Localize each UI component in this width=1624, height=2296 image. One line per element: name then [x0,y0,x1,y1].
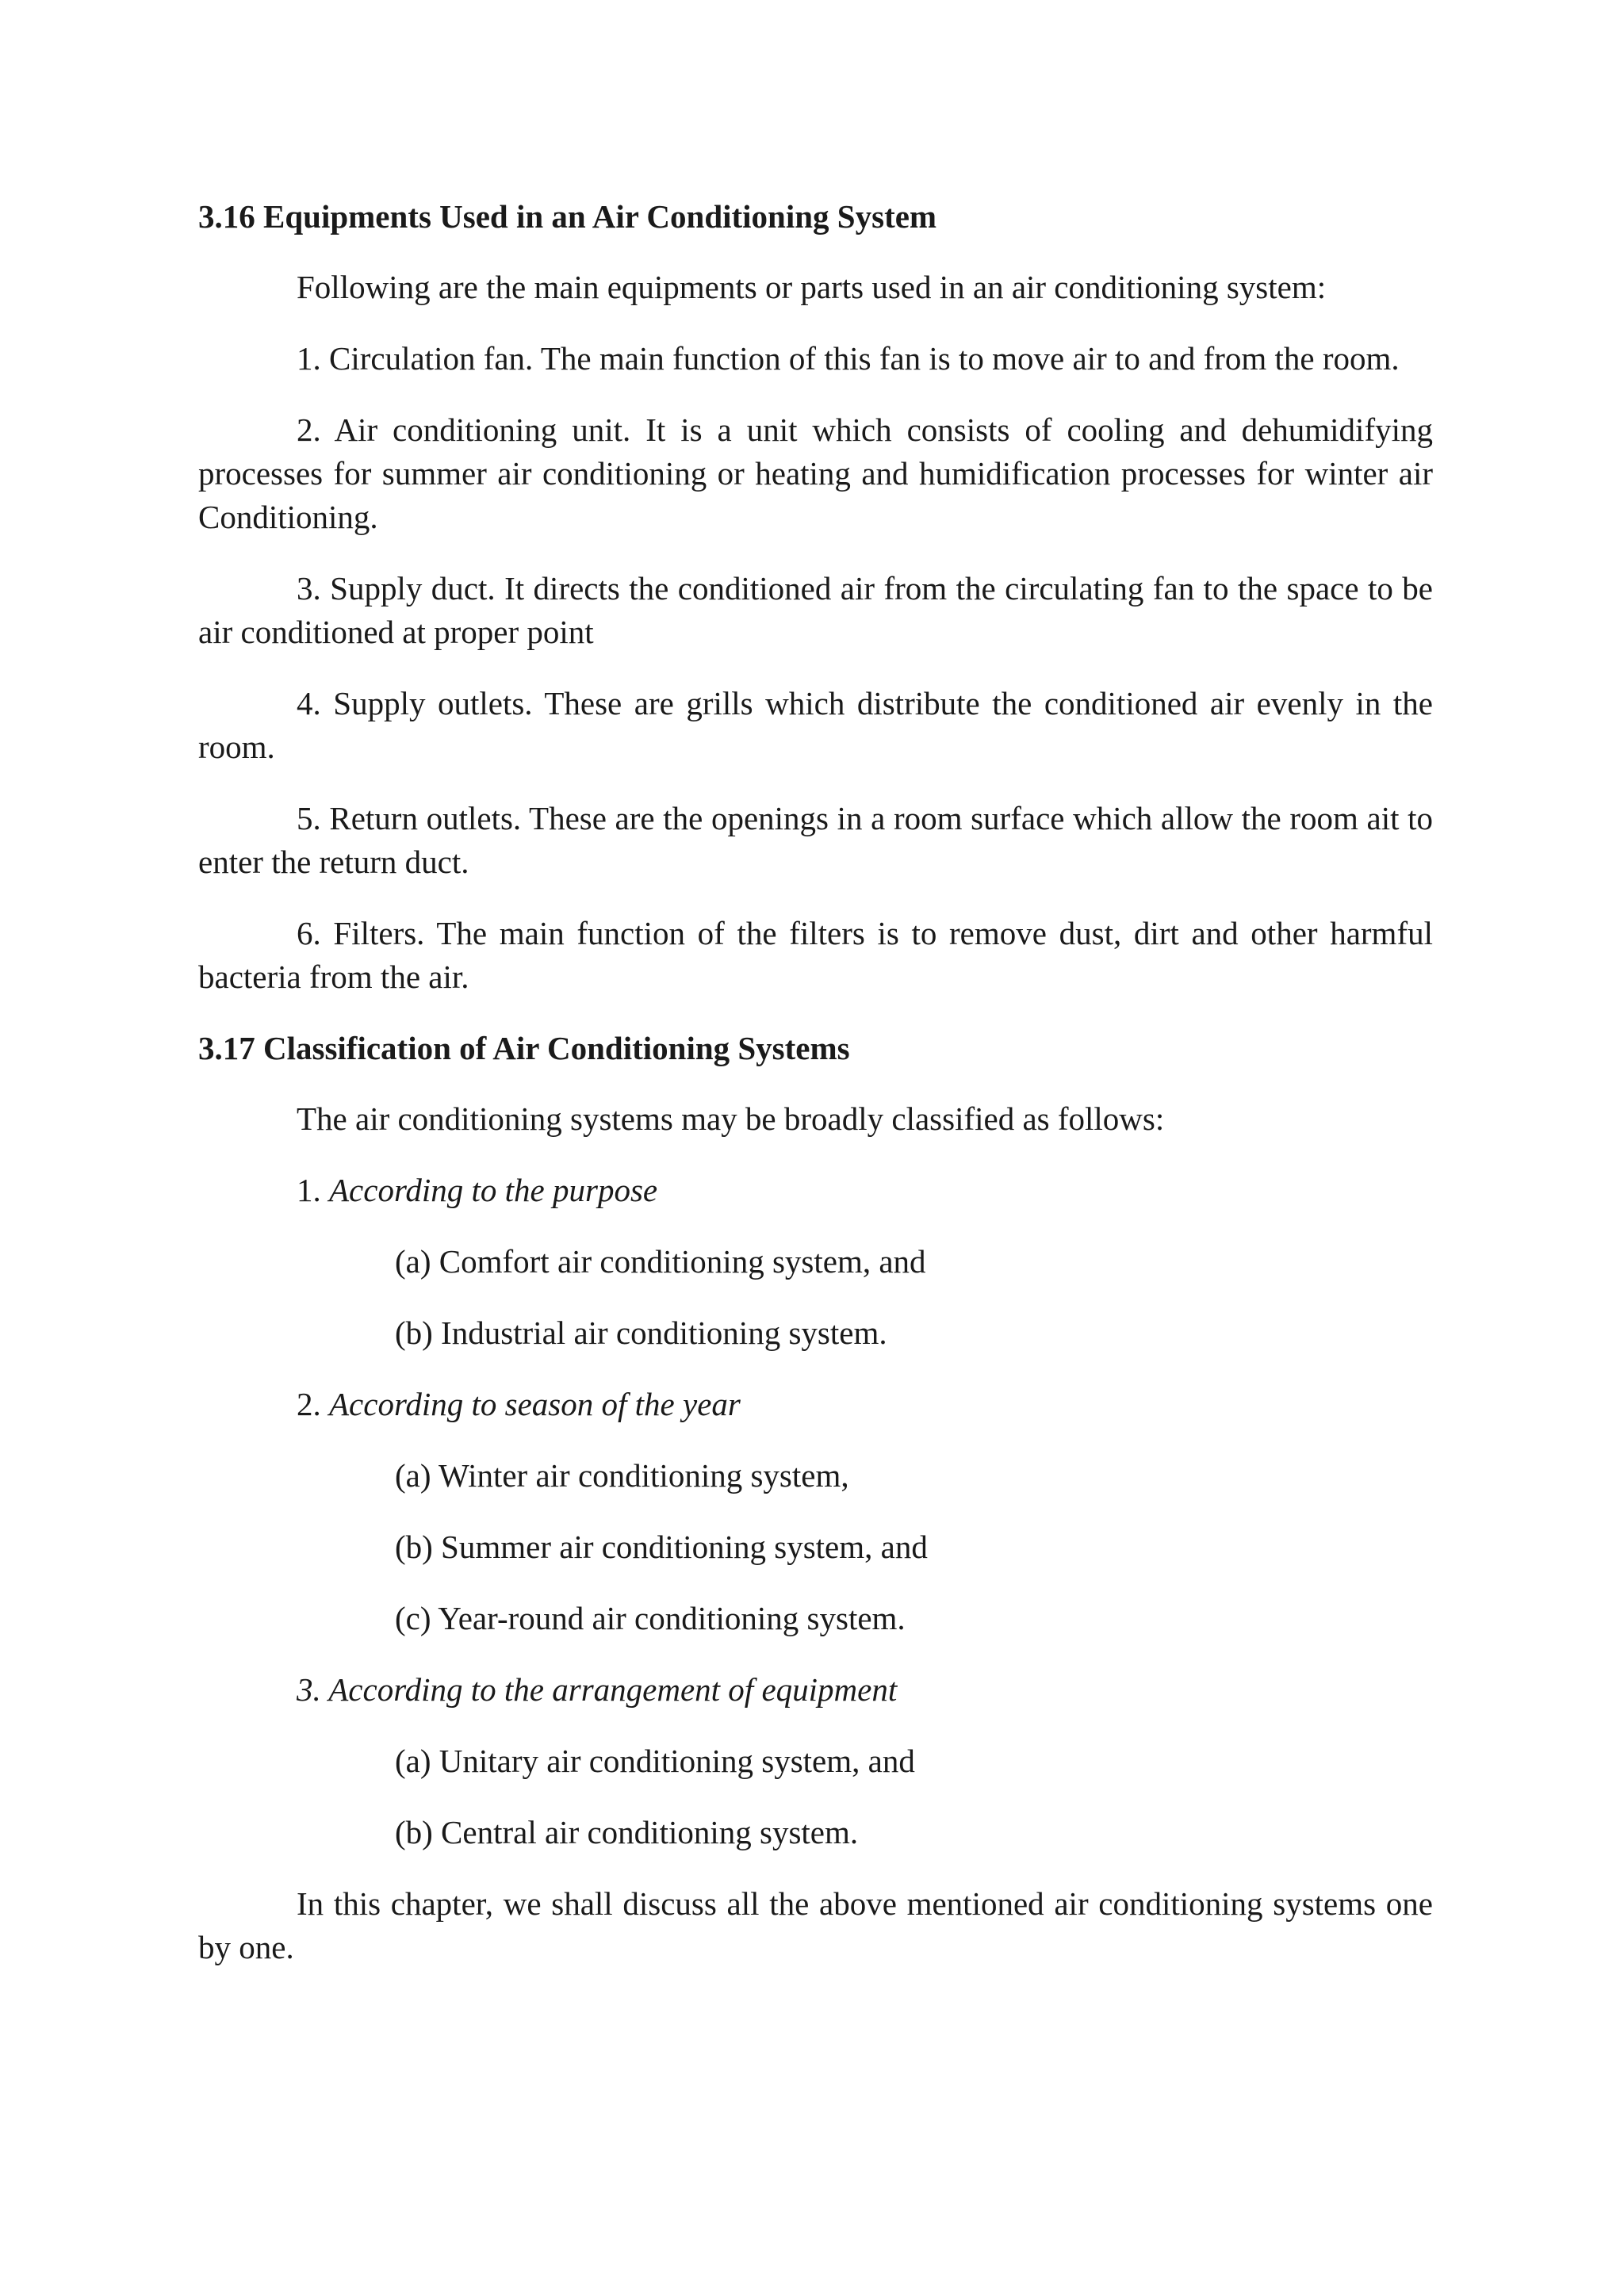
category-1-title: According to the purpose [329,1172,658,1208]
classification-category-1 [198,1169,1433,1212]
category-1-number: 1. [297,1172,329,1208]
closing-paragraph: In this chapter, we shall discuss all the above mentioned air conditioning systems one by one. [198,1885,1433,1965]
equipment-item-5: 5. Return outlets. These are the openings in a room surface which allow the room ait to enter the return duct. [198,800,1433,880]
equipment-item-6: 6. Filters. The main function of the filters is to remove dust, dirt and other harmful bacteria from the air. [198,915,1433,995]
classification-category-3: 3. According to the arrangement of equipment [297,1671,898,1708]
category-2-option-b: (b) Summer air conditioning system, and [395,1529,928,1565]
category-2-number: 2. [297,1386,329,1422]
section-3-16-heading: 3.16 Equipments Used in an Air Conditioning System [198,198,937,235]
category-3-option-b: (b) Central air conditioning system. [395,1814,859,1850]
section-3-16-intro: Following are the main equipments or parts used in an air conditioning system: [297,269,1327,305]
category-2-title: According to season of the year [329,1386,741,1422]
category-1-option-b: (b) Industrial air conditioning system. [395,1314,887,1351]
category-1-option-a: (a) Comfort air conditioning system, and [395,1243,926,1280]
equipment-item-1: 1. Circulation fan. The main function of this fan is to move air to and from the room. [297,340,1400,377]
category-2-option-a: (a) Winter air conditioning system, [395,1457,849,1494]
category-2-option-c: (c) Year-round air conditioning system. [395,1600,906,1636]
equipment-item-4: 4. Supply outlets. These are grills which distribute the conditioned air evenly in the room. [198,685,1433,765]
category-3-option-a: (a) Unitary air conditioning system, and [395,1743,915,1779]
section-3-17-heading: 3.17 Classification of Air Conditioning Systems [198,1030,850,1066]
page-content [198,195,1433,1969]
equipment-item-3: 3. Supply duct. It directs the conditioned air from the circulating fan to the space to be air conditioned at proper point [198,570,1433,650]
classification-category-2 [198,1383,1433,1426]
section-3-17-intro: The air conditioning systems may be broadly classified as follows: [297,1100,1165,1137]
equipment-item-2: 2. Air conditioning unit. It is a unit which consists of cooling and dehumidifying processes for summer air conditioning or heating and humidification processes for winter air Conditioning. [198,411,1433,535]
